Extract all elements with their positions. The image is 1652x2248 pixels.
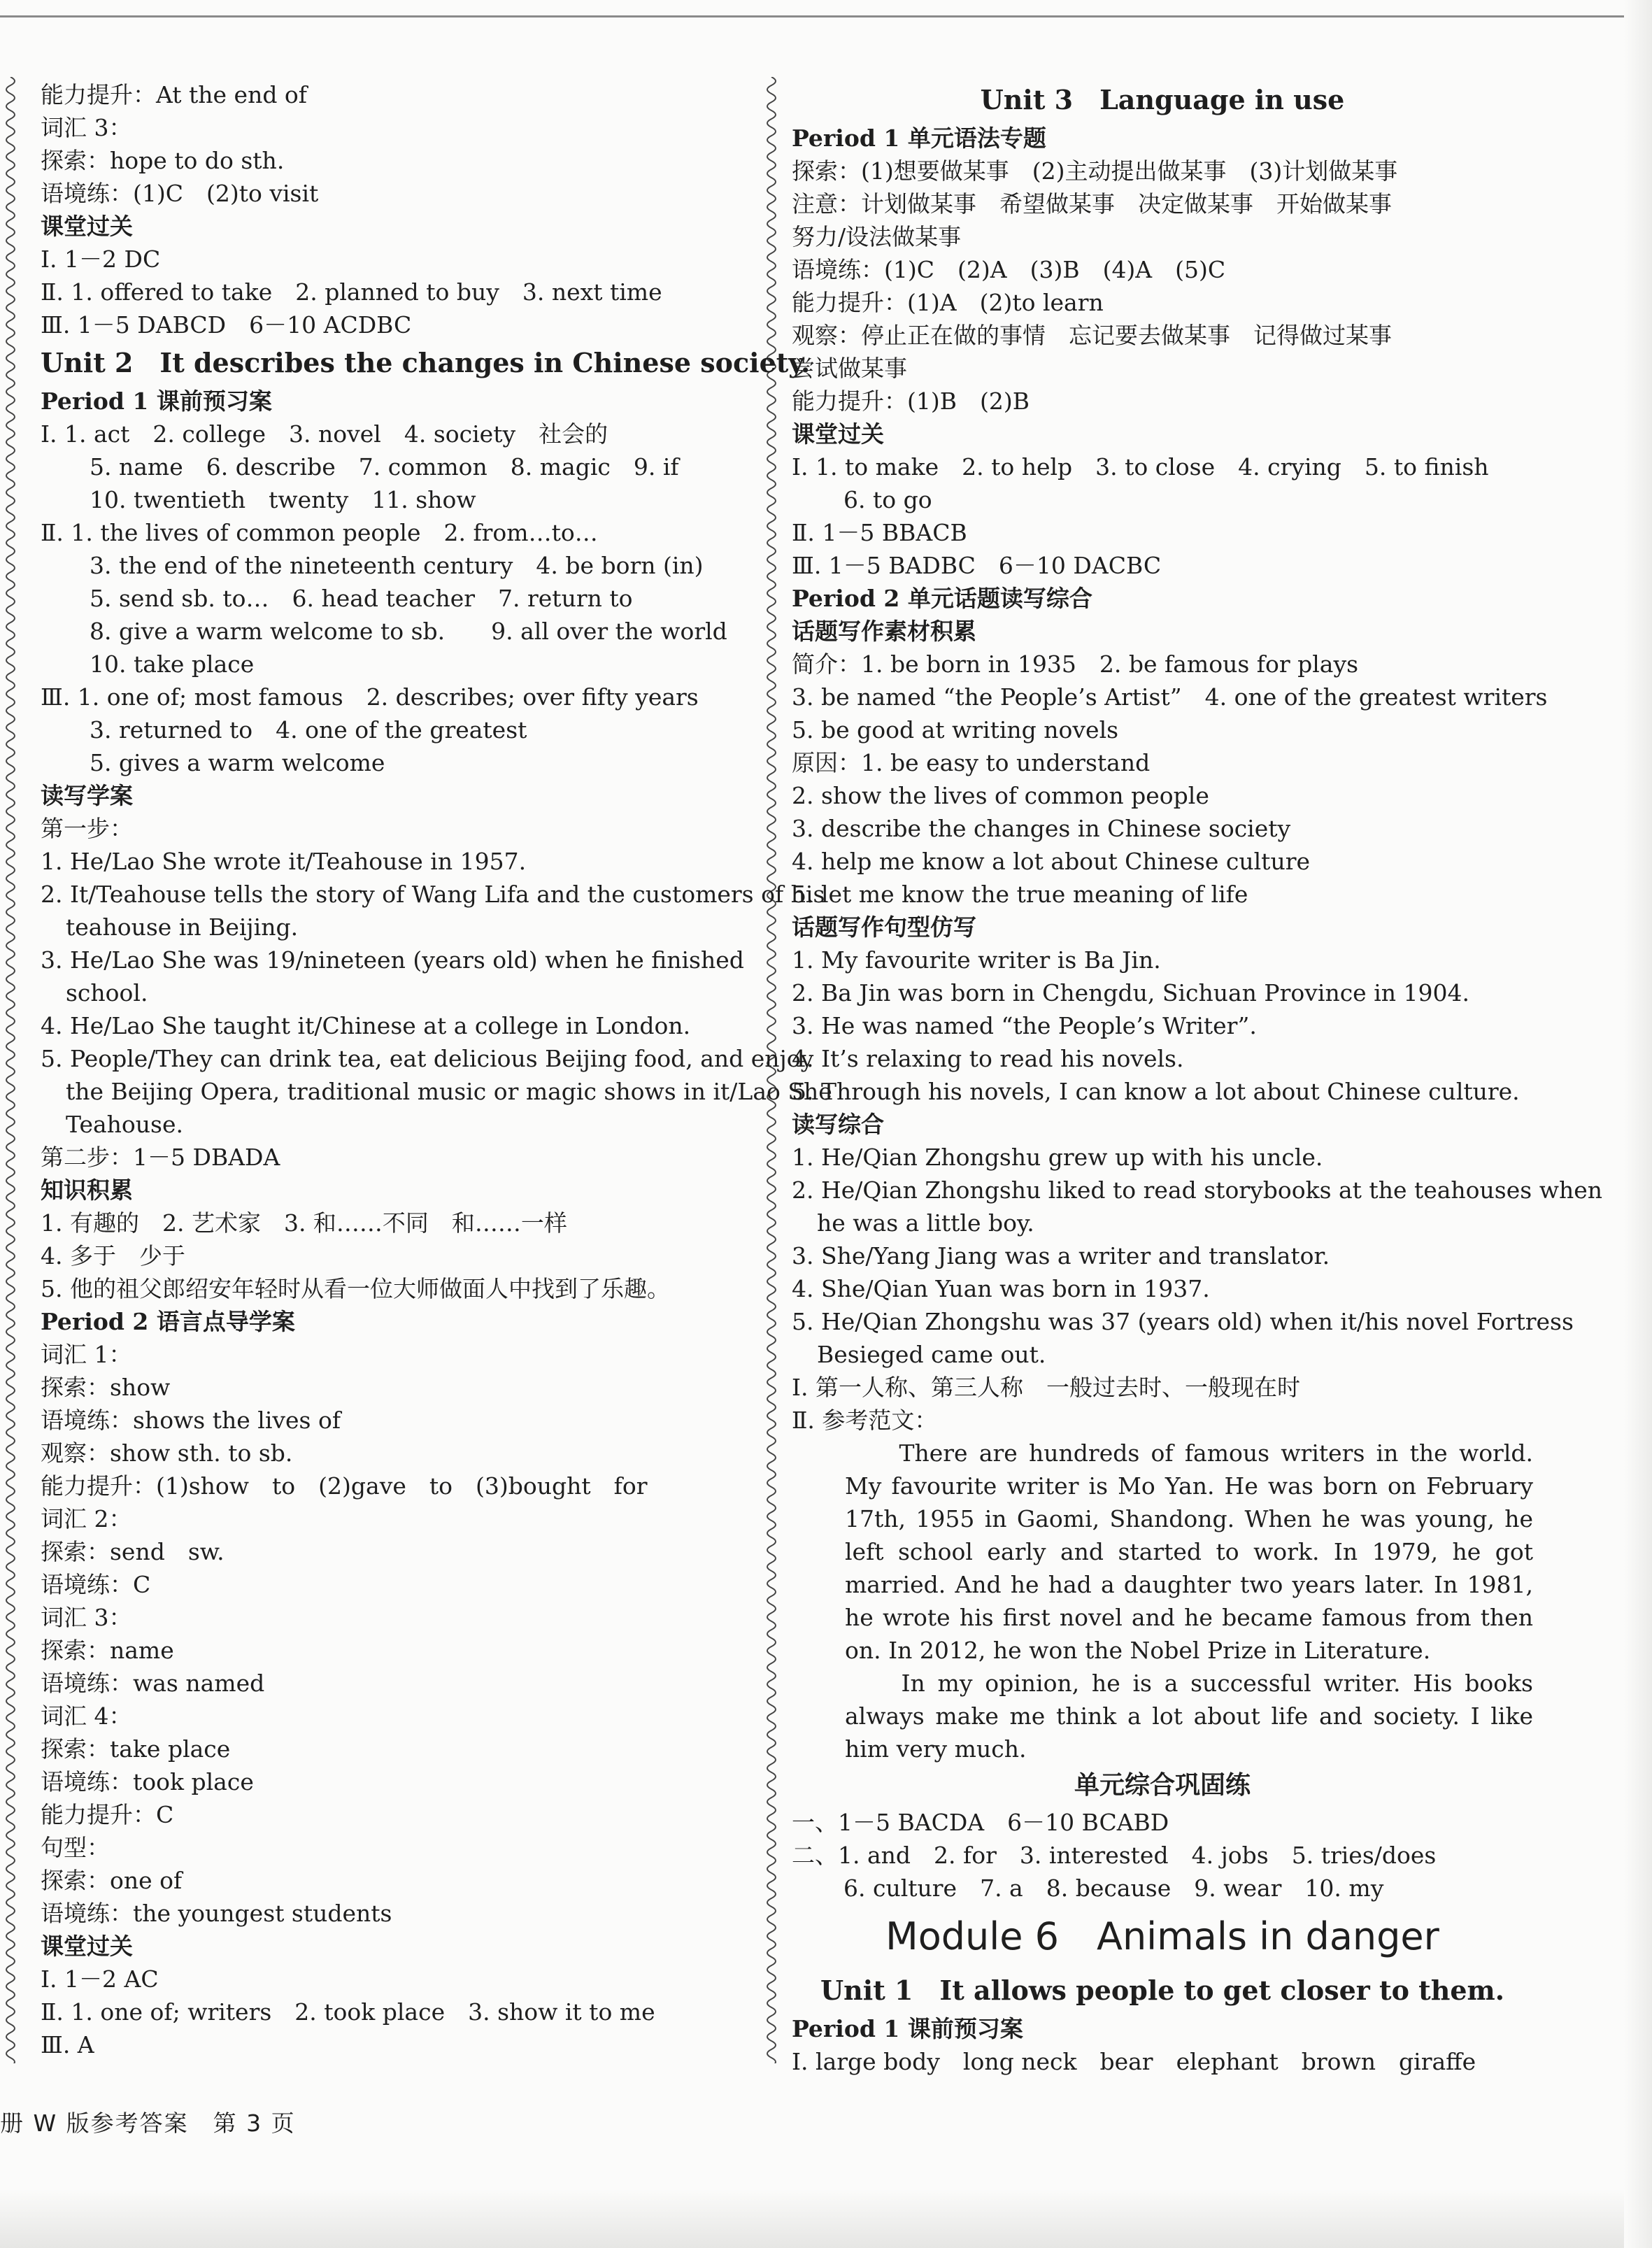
left-line: 4. He/Lao She taught it/Chinese at a college in London. [41,1012,691,1039]
left-line: 1. He/Lao She wrote it/Teahouse in 1957. [41,848,527,875]
right_b-line: Module 6 Animals in danger [885,1914,1439,1958]
right_a-line: 话题写作句型仿写 [792,913,976,941]
page-footer: 册 W 版参考答案 第 3 页 [0,2110,296,2137]
right_a-line: 话题写作素材积累 [792,618,976,645]
right-column-module6 [792,1765,1533,2078]
left-wavy-border [0,77,21,2063]
right_a-line: 注意：计划做某事 希望做某事 决定做某事 开始做某事 [792,190,1392,218]
right_a-line: 探索：(1)想要做某事 (2)主动提出做某事 (3)计划做某事 [792,157,1398,185]
right_a-line: 5. He/Qian Zhongshu was 37 (years old) when it/his novel Fortress [792,1308,1574,1335]
right_a-line: 6. to go [843,486,932,513]
left-line: teahouse in Beijing. [66,913,299,941]
left-line: Ⅲ. 1. one of; most famous 2. describes; over fifty years [41,683,699,711]
left-column [41,78,832,2061]
right_a-line: Ⅰ. 第一人称、第三人称 一般过去时、一般现在时 [792,1374,1301,1401]
right_a-line: 能力提升：(1)B (2)B [792,387,1030,415]
right_a-line: 5. Through his novels, I can know a lot about Chinese culture. [792,1078,1520,1105]
left-line: 3. returned to 4. one of the greatest [90,716,527,744]
right_a-line: 4. It’s relaxing to read his novels. [792,1045,1184,1072]
left-line: 5. name 6. describe 7. common 8. magic 9. if [90,453,679,481]
right_a-line: 4. She/Qian Yuan was born in 1937. [792,1275,1210,1302]
right_a-line: Ⅰ. 1. to make 2. to help 3. to close 4. crying 5. to finish [792,453,1489,481]
left-line: Period 2 语言点导学案 [41,1308,295,1335]
left-line: Ⅰ. 1. act 2. college 3. novel 4. society 社会的 [41,420,608,448]
left-line: 句型： [41,1834,110,1861]
left-line: 10. twentieth twenty 11. show [90,486,476,513]
right_b-line: 6. culture 7. a 8. because 9. wear 10. my [843,1874,1384,1902]
left-line: 词汇 4： [41,1702,132,1730]
left-line: 语境练：(1)C (2)to visit [41,180,319,207]
right_a-line: 观察：停止正在做的事情 忘记要去做某事 记得做过某事 [792,322,1392,349]
left-line: 探索：take place [41,1735,231,1763]
right_a-line: 原因：1. be easy to understand [792,749,1151,776]
left-line: 词汇 2： [41,1505,132,1532]
right_b-line: 单元综合巩固练 [1074,1771,1251,1800]
left-line: 10. take place [90,650,255,678]
left-line: Unit 2 It describes the changes in Chinese society. [41,347,811,378]
left-line: 课堂过关 [41,213,133,240]
right_a-line: Ⅲ. 1－5 BADBC 6－10 DACBC [792,552,1162,579]
right-column-unit3 [792,78,1602,1437]
left-line: 知识积累 [41,1176,133,1204]
left-line: 4. 多于 少于 [41,1242,185,1269]
left-line: 语境练：C [41,1571,151,1598]
right_a-line: 2. Ba Jin was born in Chengdu, Sichuan Province in 1904. [792,979,1469,1006]
left-line: 读写学案 [41,782,133,809]
left-line: 探索：send sw. [41,1538,225,1565]
right_a-line: 读写综合 [792,1111,884,1138]
right_a-line: Ⅱ. 参考范文： [792,1407,938,1434]
left-line: 5. People/They can drink tea, eat delicious Beijing food, and enjoy [41,1045,814,1072]
left-line: 语境练：shows the lives of [41,1407,341,1434]
left-line: 3. the end of the nineteenth century 4. be born (in) [90,552,704,579]
left-line: 能力提升：(1)show to (2)gave to (3)bought for [41,1472,648,1500]
right_a-line: 4. help me know a lot about Chinese culture [792,848,1311,875]
right_a-line: Unit 3 Language in use [980,84,1345,115]
right_a-line: 1. He/Qian Zhongshu grew up with his uncle. [792,1144,1323,1171]
right-column [792,78,1602,2078]
left-line: Ⅱ. 1. one of; writers 2. took place 3. show it to me [41,1998,655,2026]
right_a-line: he was a little boy. [817,1209,1034,1237]
left-line: Ⅰ. 1－2 AC [41,1965,159,1993]
right_a-line: 尝试做某事 [792,355,907,382]
left-line: 3. He/Lao She was 19/nineteen (years old) when he finished [41,946,744,974]
left-line: 课堂过关 [41,1933,133,1960]
left-line: Ⅱ. 1. offered to take 2. planned to buy 3. next time [41,278,662,306]
left-line: 2. It/Teahouse tells the story of Wang Lifa and the customers of his [41,881,825,908]
right_b-line: Unit 1 It allows people to get closer to them. [820,1975,1504,2006]
scan-shadow-bottom [0,2189,1652,2248]
left-line: 词汇 3： [41,1604,132,1631]
right_a-line: 课堂过关 [792,420,884,448]
left-line: 5. 他的祖父郎绍安年轻时从看一位大师做面人中找到了乐趣。 [41,1275,670,1302]
left-line: 8. give a warm welcome to sb. 9. all over the world [90,618,727,645]
right_a-line: Ⅱ. 1－5 BBACB [792,519,967,546]
sample-essay [792,1437,1533,1765]
right_a-line: 1. My favourite writer is Ba Jin. [792,946,1161,974]
left-line: 观察：show sth. to sb. [41,1439,293,1467]
top-rule [0,15,1652,17]
right_a-line: Period 1 单元语法专题 [792,125,1046,152]
scan-shadow-right [1624,0,1652,2248]
right_a-line: 语境练：(1)C (2)A (3)B (4)A (5)C [792,256,1226,283]
right_a-line: 5. let me know the true meaning of life [792,881,1248,908]
right_a-line: 2. He/Qian Zhongshu liked to read storybooks at the teahouses when [792,1176,1602,1204]
right_a-line: 能力提升：(1)A (2)to learn [792,289,1104,316]
left-line: 探索：show [41,1374,171,1401]
left-line: 1. 有趣的 2. 艺术家 3. 和……不同 和……一样 [41,1209,567,1237]
right_b-line: Ⅰ. large body long neck bear elephant brown giraffe [792,2048,1476,2075]
right_a-line: 3. She/Yang Jiang was a writer and translator. [792,1242,1330,1269]
right_a-line: 努力/设法做某事 [792,223,962,250]
right_b-line: 一、1－5 BACDA 6－10 BCABD [792,1809,1169,1836]
right_a-line: 3. describe the changes in Chinese society [792,815,1291,842]
right_b-line: 二、1. and 2. for 3. interested 4. jobs 5. tries/does [792,1842,1437,1869]
left-line: 5. gives a warm welcome [90,749,385,776]
essay-paragraph-2: In my opinion, he is a successful writer. His books always make me think a lot about life and society. I like him very much. [845,1670,1533,1763]
left-line: 第一步： [41,815,133,842]
left-line: 第二步：1－5 DBADA [41,1144,280,1171]
left-line: school. [66,979,148,1006]
left-line: 5. send sb. to… 6. head teacher 7. return to [90,585,633,612]
left-line: 语境练：took place [41,1768,254,1795]
left-line: 词汇 1： [41,1341,132,1368]
right_b-line: Period 1 课前预习案 [792,2015,1023,2042]
right_a-line: 5. be good at writing novels [792,716,1119,744]
right_a-line: 3. He was named “the People’s Writer”. [792,1012,1257,1039]
left-line: Ⅱ. 1. the lives of common people 2. from…to… [41,519,598,546]
right_a-line: Besieged came out. [817,1341,1046,1368]
left-line: 语境练：was named [41,1670,265,1697]
left-line: 探索：one of [41,1867,183,1894]
left-line: Period 1 课前预习案 [41,387,272,415]
left-line: Ⅰ. 1－2 DC [41,246,161,273]
right_a-line: 简介：1. be born in 1935 2. be famous for plays [792,650,1359,678]
left-line: Ⅲ. A [41,2031,94,2058]
left-line: Teahouse. [66,1111,183,1138]
left-line: the Beijing Opera, traditional music or magic shows in it/Lao She [66,1078,832,1105]
right_a-line: 2. show the lives of common people [792,782,1209,809]
left-line: 语境练：the youngest students [41,1900,392,1927]
left-line: 能力提升：C [41,1801,174,1828]
left-line: 探索：name [41,1637,174,1664]
left-line: Ⅲ. 1－5 DABCD 6－10 ACDBC [41,311,412,339]
right_a-line: 3. be named “the People’s Artist” 4. one of the greatest writers [792,683,1548,711]
essay-paragraph-1: There are hundreds of famous writers in the world. My favourite writer is Mo Yan. He was born on February 17th, 1955 in Gaomi, Shandong. When he was young, he left school early and started to work. In 1979, he got married. And he had a daughter two years later. In 1981, he wrote his first novel and he became famous from then on. In 2012, he won the Nobel Prize in Literature. [845,1439,1533,1664]
right_a-line: Period 2 单元话题读写综合 [792,585,1092,612]
left-line: 词汇 3： [41,114,132,141]
left-line: 能力提升：At the end of [41,81,308,108]
left-line: 探索：hope to do sth. [41,147,285,174]
